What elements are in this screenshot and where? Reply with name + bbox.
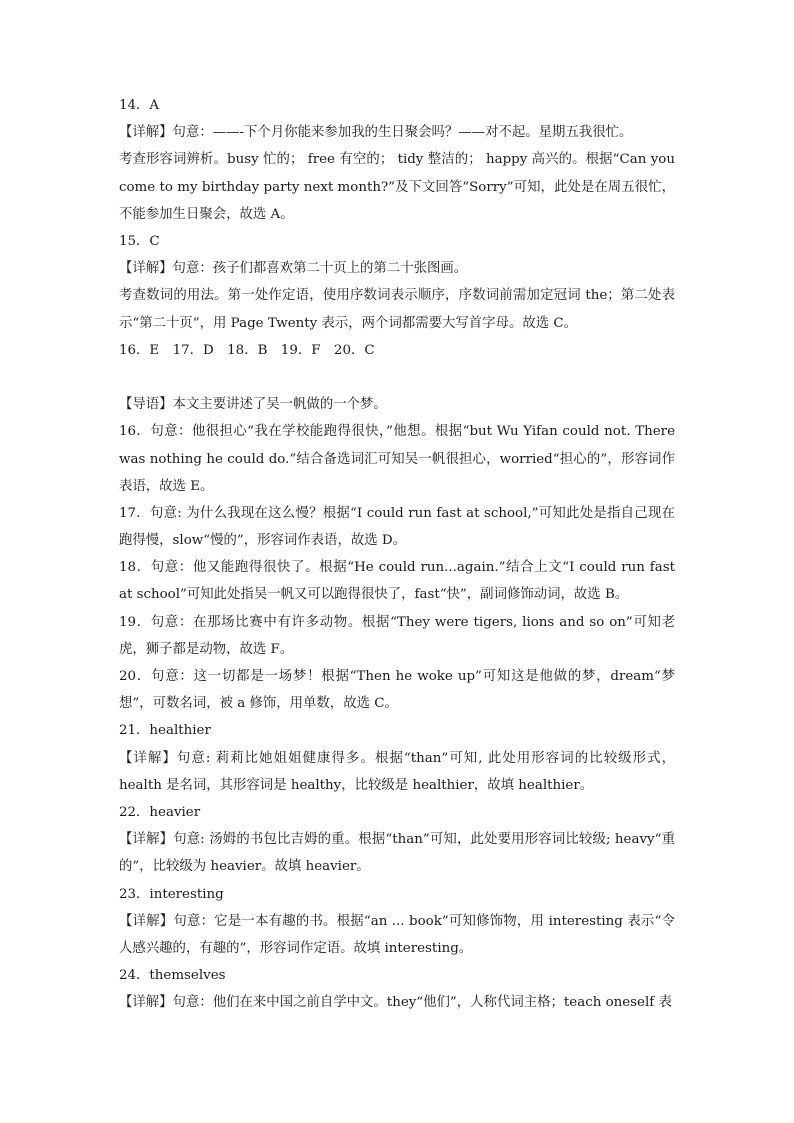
explanation-18: 18．句意：他又能跑得很快了。根据“He could run...again.”结合上文“I could run fast at school”可知此处指吴一帆又可以跑得很快了，fast“快”，副词修饰动词，故选 B。 bbox=[119, 560, 675, 603]
detail-15: 【详解】句意：孩子们都喜欢第二十页上的第二十张图画。 bbox=[119, 261, 468, 277]
explanation-20: 20．句意：这一切都是一场梦！根据“Then he woke up”可知这是他做的梦，dream“梦想”，可数名词，被 a 修饰，用单数，故选 C。 bbox=[119, 669, 675, 712]
analysis-14: 考查形容词辨析。busy 忙的； free 有空的； tidy 整洁的； happy 高兴的。根据“Can you come to my birthday party next month?”及下文回答“Sorry”可知，此处是在周五很忙，不能参加生日聚会，故选 A。 bbox=[119, 152, 675, 222]
detail-24: 【详解】句意：他们在来中国之前自学中文。they“他们”，人称代词主格；teach oneself 表 bbox=[119, 995, 672, 1011]
detail-23: 【详解】句意：它是一本有趣的书。根据“an ... book”可知修饰物，用 interesting 表示“令人感兴趣的，有趣的”，形容词作定语。故填 interesting。 bbox=[119, 913, 675, 956]
answer-15: 15．C bbox=[119, 233, 160, 249]
explanation-17: 17．句意: 为什么我现在这么慢？根据“I could run fast at school,”可知此处是指自己现在跑得慢，slow“慢的”，形容词作表语，故选 D。 bbox=[119, 505, 675, 549]
explanation-19: 19．句意：在那场比赛中有许多动物。根据“They were tigers, lions and so on”可知老虎，狮子都是动物，故选 F。 bbox=[119, 614, 675, 657]
blank-line bbox=[119, 364, 675, 391]
answer-22: 22．heavier bbox=[119, 805, 201, 821]
explanation-16: 16．句意：他很担心“我在学校能跑得很快，”他想。根据“but Wu Yifan could not. There was nothing he could do.”结合备选词汇可知吴一帆很担心，worried“担心的”，形容词作表语，故选 E。 bbox=[119, 424, 675, 494]
answer-21: 21．healthier bbox=[119, 723, 211, 739]
answers-16-20: 16．E 17．D 18．B 19．F 20．C bbox=[119, 342, 375, 358]
guide-text: 【导语】本文主要讲述了吴一帆做的一个梦。 bbox=[119, 397, 387, 413]
detail-21: 【详解】句意: 莉莉比她姐姐健康得多。根据“than”可知, 此处用形容词的比较级形式，health 是名词，其形容词是 healthy，比较级是 healthier，故填 healthier。 bbox=[119, 750, 675, 793]
analysis-15: 考查数词的用法。第一处作定语，使用序数词表示顺序，序数词前需加定冠词 the；第二处表示“第二十页”，用 Page Twenty 表示，两个词都需要大写首字母。故选 C。 bbox=[119, 288, 675, 331]
answer-24: 24．themselves bbox=[119, 968, 226, 984]
answer-14: 14．A bbox=[119, 98, 160, 113]
answer-key-content bbox=[119, 92, 675, 1017]
answer-23: 23．interesting bbox=[119, 886, 224, 902]
detail-22: 【详解】句意: 汤姆的书包比吉姆的重。根据“than”可知，此处要用形容词比较级; heavy“重的”，比较级为 heavier。故填 heavier。 bbox=[119, 832, 675, 875]
detail-14: 【详解】句意：——-下个月你能来参加我的生日聚会吗？——对不起。星期五我很忙。 bbox=[119, 125, 633, 141]
